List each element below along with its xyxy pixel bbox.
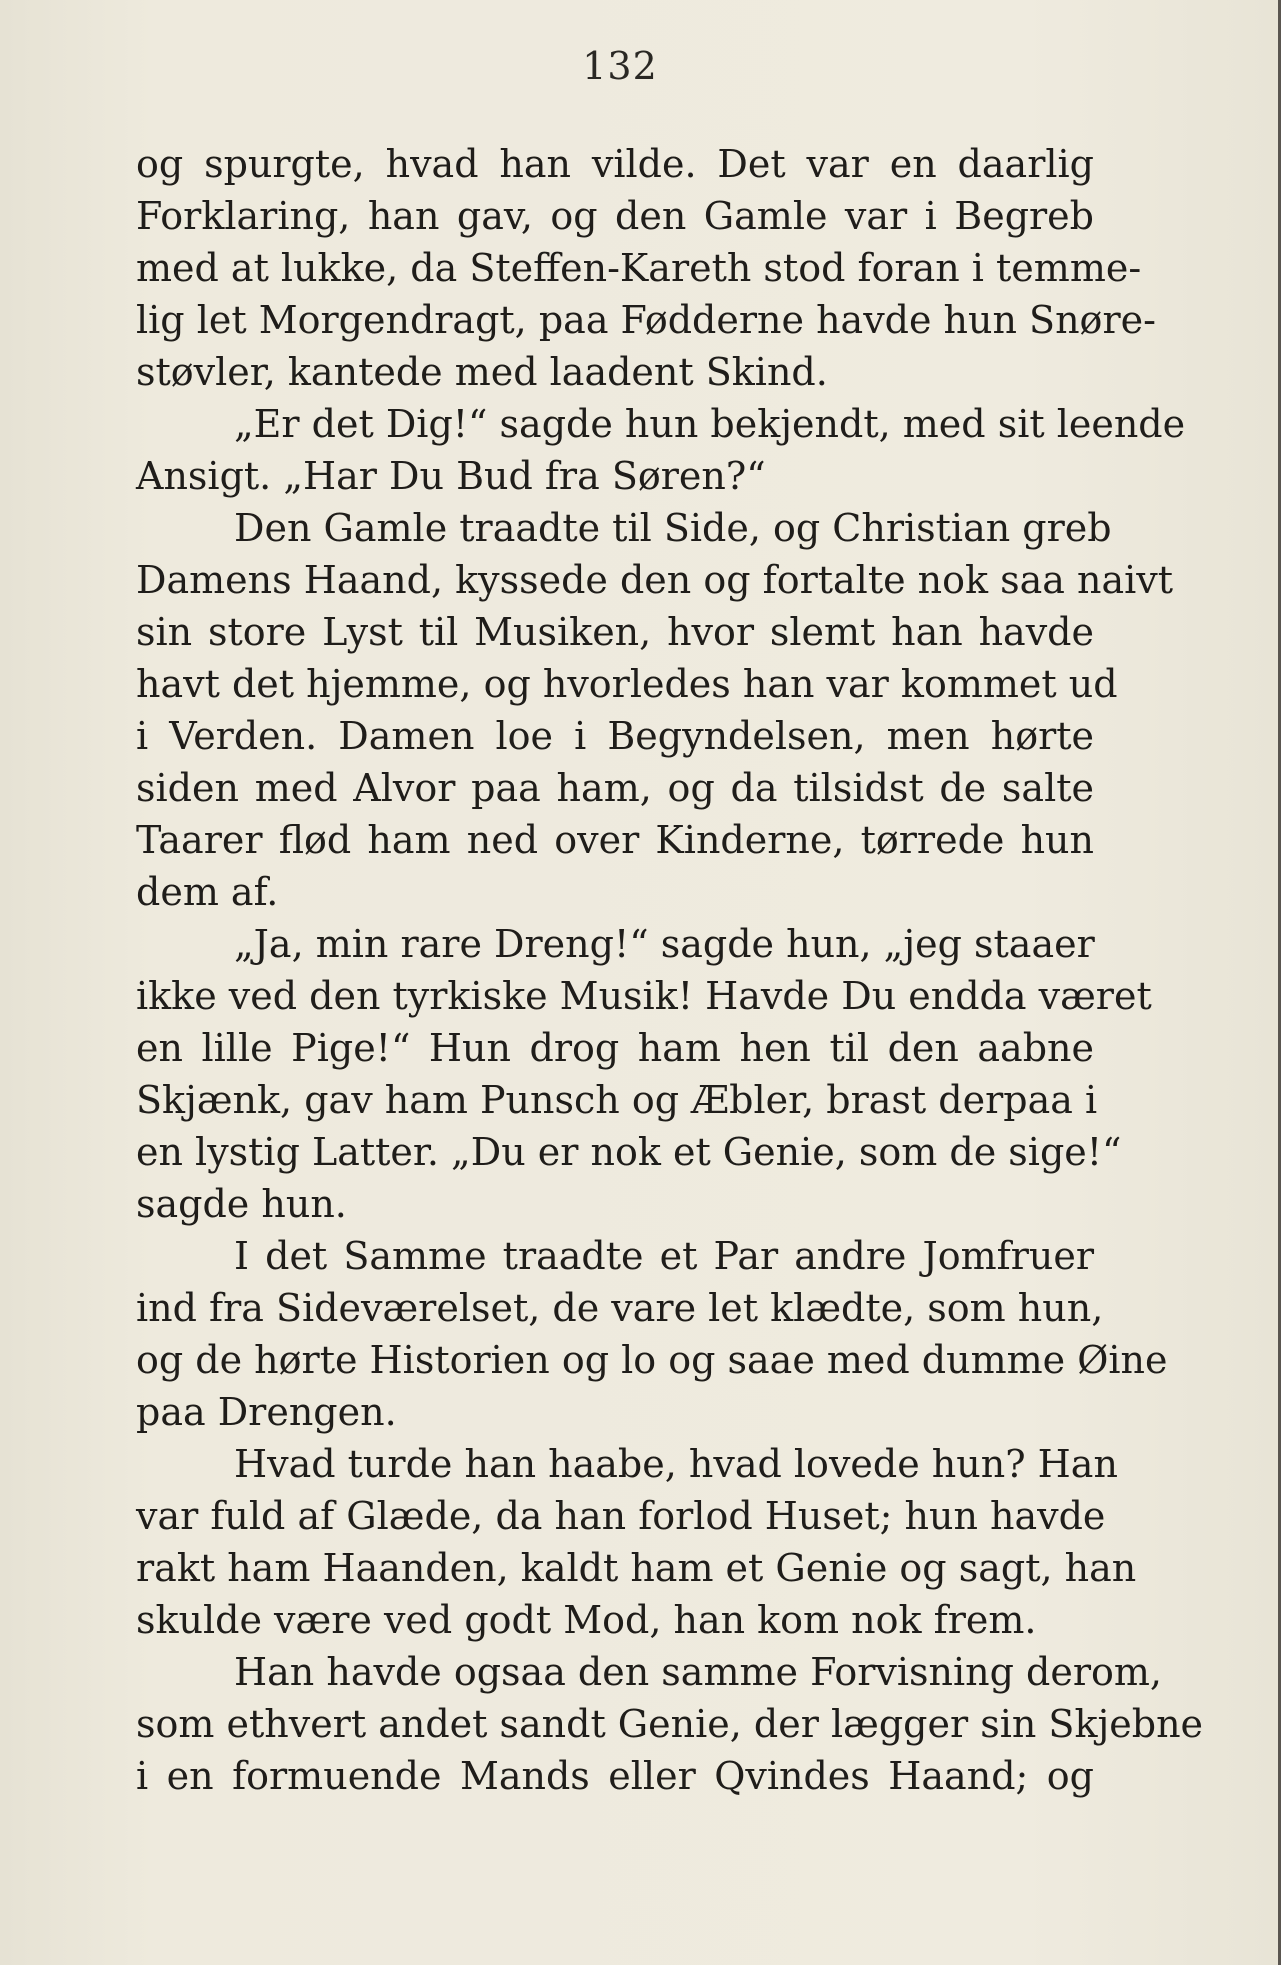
text-line: sagde hun. <box>136 1182 347 1226</box>
page-number: 132 <box>582 44 658 88</box>
text-line: ind fra Sideværelset, de vare let klædte, som hun, <box>136 1286 1104 1330</box>
text-line: Taarer flød ham ned over Kinderne, tørrede hun <box>136 818 1094 862</box>
text-line: Forklaring, han gav, og den Gamle var i Begreb <box>136 194 1094 238</box>
text-line: siden med Alvor paa ham, og da tilsidst de salte <box>136 766 1094 810</box>
text-line: skulde være ved godt Mod, han kom nok frem. <box>136 1598 1037 1642</box>
text-line: var fuld af Glæde, da han forlod Huset; hun havde <box>136 1494 1106 1538</box>
text-line: en lille Pige!“ Hun drog ham hen til den aabne <box>136 1026 1094 1070</box>
text-line: ikke ved den tyrkiske Musik! Havde Du endda været <box>136 974 1152 1018</box>
text-line: med at lukke, da Steffen-Kareth stod foran i temme- <box>136 246 1142 290</box>
text-line: Damens Haand, kyssede den og fortalte nok saa naivt <box>136 558 1174 602</box>
text-line: rakt ham Haanden, kaldt ham et Genie og sagt, han <box>136 1546 1137 1590</box>
text-line: Ansigt. „Har Du Bud fra Søren?“ <box>136 454 766 498</box>
text-line: lig let Morgendragt, paa Fødderne havde hun Snøre- <box>136 298 1156 342</box>
text-line: dem af. <box>136 870 279 914</box>
text-line: støvler, kantede med laadent Skind. <box>136 350 828 394</box>
text-line: en lystig Latter. „Du er nok et Genie, som de sige!“ <box>136 1130 1122 1174</box>
text-line: paa Drengen. <box>136 1390 397 1434</box>
text-line: og de hørte Historien og lo og saae med dumme Øine <box>136 1338 1168 1382</box>
text-line: i Verden. Damen loe i Begyndelsen, men hørte <box>136 714 1094 758</box>
text-line: „Ja, min rare Dreng!“ sagde hun, „jeg staaer <box>234 922 1095 966</box>
text-line: Skjænk, gav ham Punsch og Æbler, brast derpaa i <box>136 1078 1098 1122</box>
text-line: i en formuende Mands eller Qvindes Haand; og <box>136 1754 1094 1798</box>
text-line: Hvad turde han haabe, hvad lovede hun? Han <box>234 1442 1118 1486</box>
text-line: I det Samme traadte et Par andre Jomfruer <box>234 1234 1094 1278</box>
text-line: „Er det Dig!“ sagde hun bekjendt, med sit leende <box>234 402 1186 446</box>
text-line: som ethvert andet sandt Genie, der lægger sin Skjebne <box>136 1702 1204 1746</box>
text-line: Den Gamle traadte til Side, og Christian greb <box>234 506 1112 550</box>
text-line: havt det hjemme, og hvorledes han var kommet ud <box>136 662 1118 706</box>
body-text <box>136 138 1204 1802</box>
text-line: og spurgte, hvad han vilde. Det var en daarlig <box>136 142 1094 186</box>
text-line: sin store Lyst til Musiken, hvor slemt han havde <box>136 610 1094 654</box>
text-line: Han havde ogsaa den samme Forvisning derom, <box>234 1650 1163 1694</box>
